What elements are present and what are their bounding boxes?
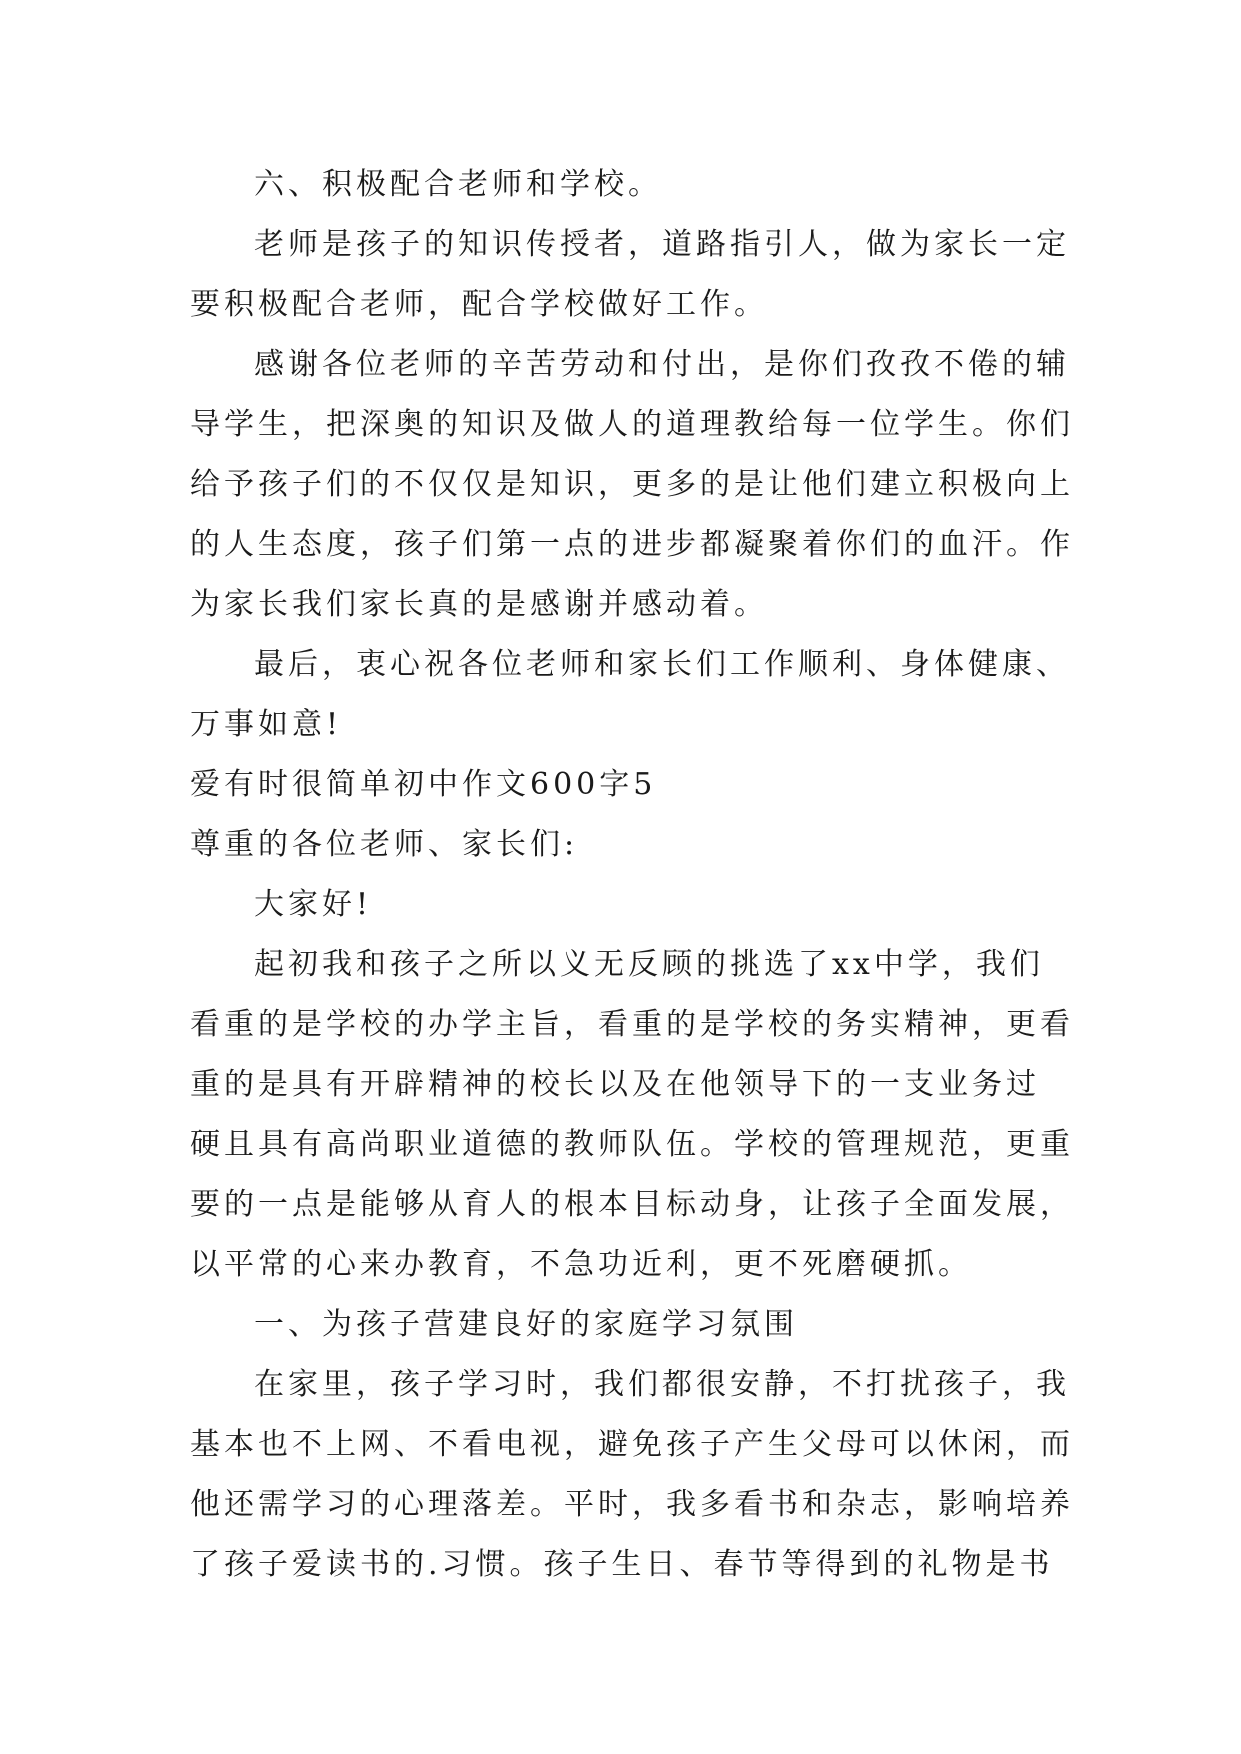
text-line: 老师是孩子的知识传授者，道路指引人，做为家长一定 [254, 227, 1070, 262]
text-line: 尊重的各位老师、家长们: [190, 827, 579, 862]
text-line: 的人生态度，孩子们第一点的进步都凝聚着你们的血汗。作 [190, 527, 1074, 562]
text-line: 万事如意! [190, 707, 343, 742]
text-line: 以平常的心来办教育，不急功近利，更不死磨硬抓。 [190, 1247, 972, 1282]
text-line: 导学生，把深奥的知识及做人的道理教给每一位学生。你们 [190, 407, 1074, 442]
text-line: 基本也不上网、不看电视，避免孩子产生父母可以休闲，而 [190, 1427, 1074, 1462]
text-line: 要的一点是能够从育人的根本目标动身，让孩子全面发展， [190, 1187, 1074, 1222]
text-line: 感谢各位老师的辛苦劳动和付出，是你们孜孜不倦的辅 [254, 347, 1070, 382]
text-line: 起初我和孩子之所以义无反顾的挑选了xx中学，我们 [254, 947, 1044, 982]
text-line: 在家里，孩子学习时，我们都很安静，不打扰孩子，我 [254, 1367, 1070, 1402]
text-line: 爱有时很简单初中作文600字5 [190, 767, 657, 802]
text-line: 他还需学习的心理落差。平时，我多看书和杂志，影响培养 [190, 1487, 1074, 1522]
text-line: 一、为孩子营建良好的家庭学习氛围 [254, 1307, 798, 1342]
text-line: 六、积极配合老师和学校。 [254, 167, 662, 202]
text-line: 大家好! [254, 887, 373, 922]
text-line: 要积极配合老师，配合学校做好工作。 [190, 287, 768, 322]
text-line: 重的是具有开辟精神的校长以及在他领导下的一支业务过 [190, 1067, 1040, 1102]
text-line: 看重的是学校的办学主旨，看重的是学校的务实精神，更看 [190, 1007, 1074, 1042]
text-line: 硬且具有高尚职业道德的教师队伍。学校的管理规范，更重 [190, 1127, 1074, 1162]
text-line: 为家长我们家长真的是感谢并感动着。 [190, 587, 768, 622]
document-body [190, 160, 1074, 1600]
text-line: 给予孩子们的不仅仅是知识，更多的是让他们建立积极向上 [190, 467, 1074, 502]
text-line: 了孩子爱读书的.习惯。孩子生日、春节等得到的礼物是书 [190, 1547, 1054, 1582]
text-line: 最后，衷心祝各位老师和家长们工作顺利、身体健康、 [254, 647, 1070, 682]
